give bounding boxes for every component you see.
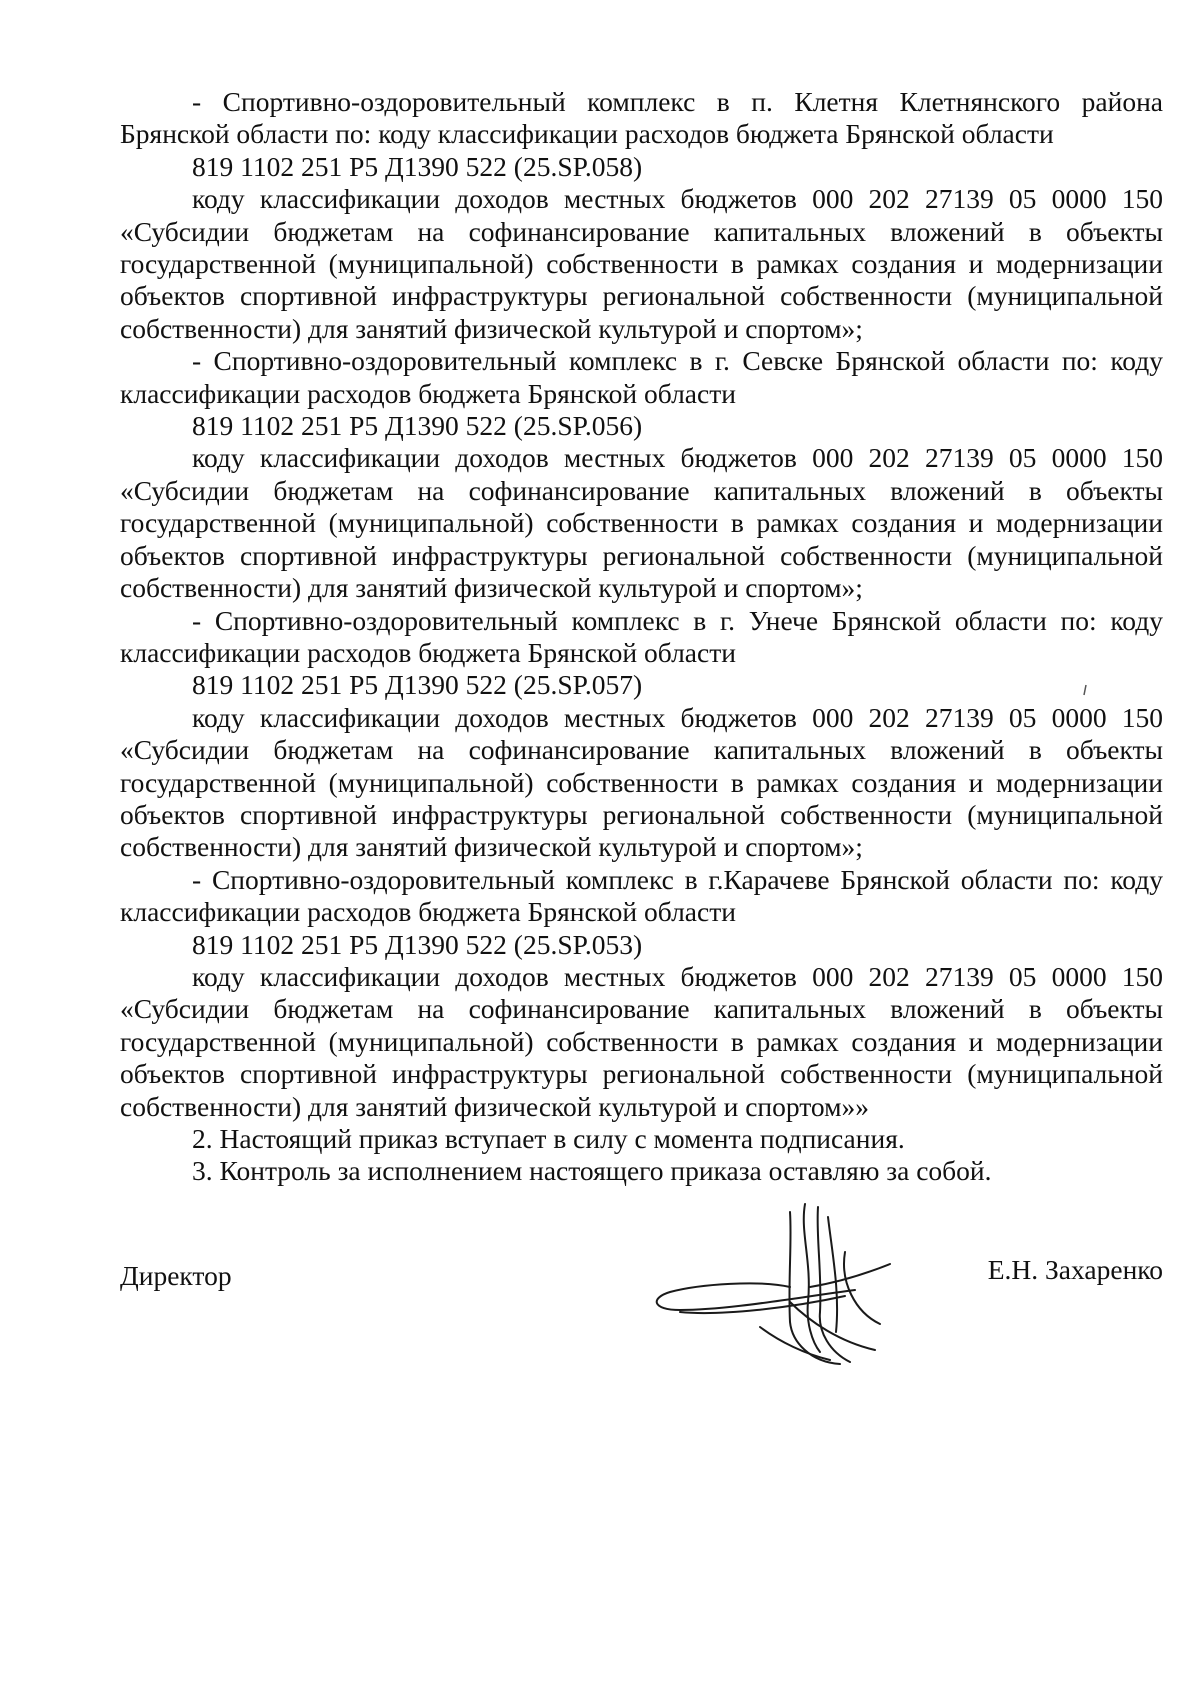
expense-code-karachev: 819 1102 251 P5 Д1390 522 (25.SP.053): [192, 928, 643, 960]
clause-2: 2. Настоящий приказ вступает в силу с момента подписания.: [192, 1123, 905, 1154]
signatory-name: Е.Н. Захаренко: [987, 1254, 1163, 1285]
income-code-paragraph: коду классификации доходов местных бюджетов 000 202 27139 05 0000 150 «Субсидии бюджетам на софинансирование капитальных вложений в объекты государственной (муниципальной) собственности в рамках создания и модернизации объектов спортивной инфраструктуры региональной собственности (муниципальной собственности) для занятий физической культурой и спортом»;: [120, 442, 1163, 604]
document-body: [120, 86, 1163, 1188]
signatory-title: Директор: [120, 1260, 232, 1291]
paragraph-object-sevsk: - Спортивно-оздоровительный комплекс в г. Севске Брянской области по: коду классификации расходов бюджета Брянской области: [120, 345, 1163, 409]
income-code-paragraph: коду классификации доходов местных бюджетов 000 202 27139 05 0000 150 «Субсидии бюджетам на софинансирование капитальных вложений в объекты государственной (муниципальной) собственности в рамках создания и модернизации объектов спортивной инфраструктуры региональной собственности (муниципальной собственности) для занятий физической культурой и спортом»»: [120, 960, 1163, 1122]
income-code-paragraph: коду классификации доходов местных бюджетов 000 202 27139 05 0000 150 «Субсидии бюджетам на софинансирование капитальных вложений в объекты государственной (муниципальной) собственности в рамках создания и модернизации объектов спортивной инфраструктуры региональной собственности (муниципальной собственности) для занятий физической культурой и спортом»;: [120, 183, 1163, 344]
expense-code-kletnya: 819 1102 251 P5 Д1390 522 (25.SP.058): [192, 150, 643, 182]
income-code-paragraph: коду классификации доходов местных бюджетов 000 202 27139 05 0000 150 «Субсидии бюджетам на софинансирование капитальных вложений в объекты государственной (муниципальной) собственности в рамках создания и модернизации объектов спортивной инфраструктуры региональной собственности (муниципальной собственности) для занятий физической культурой и спортом»;: [120, 701, 1163, 863]
scan-speck: [1080, 683, 1090, 697]
clause-3: 3. Контроль за исполнением настоящего приказа оставляю за собой.: [192, 1155, 992, 1187]
signature-block: [120, 1250, 1163, 1370]
paragraph-object-unecha: - Спортивно-оздоровительный комплекс в г. Унече Брянской области по: коду классификации расходов бюджета Брянской области: [120, 604, 1163, 668]
expense-code-unecha: 819 1102 251 P5 Д1390 522 (25.SP.057): [192, 669, 643, 701]
paragraph-object-karachev: - Спортивно-оздоровительный комплекс в г.Карачеве Брянской области по: коду классификации расходов бюджета Брянской области: [120, 863, 1163, 928]
expense-code-sevsk: 819 1102 251 P5 Д1390 522 (25.SP.056): [192, 410, 643, 442]
handwritten-signature: [640, 1192, 970, 1372]
paragraph-object-kletnya: - Спортивно-оздоровительный комплекс в п. Клетня Клетнянского района Брянской области по: коду классификации расходов бюджета Брянской области: [120, 86, 1163, 150]
